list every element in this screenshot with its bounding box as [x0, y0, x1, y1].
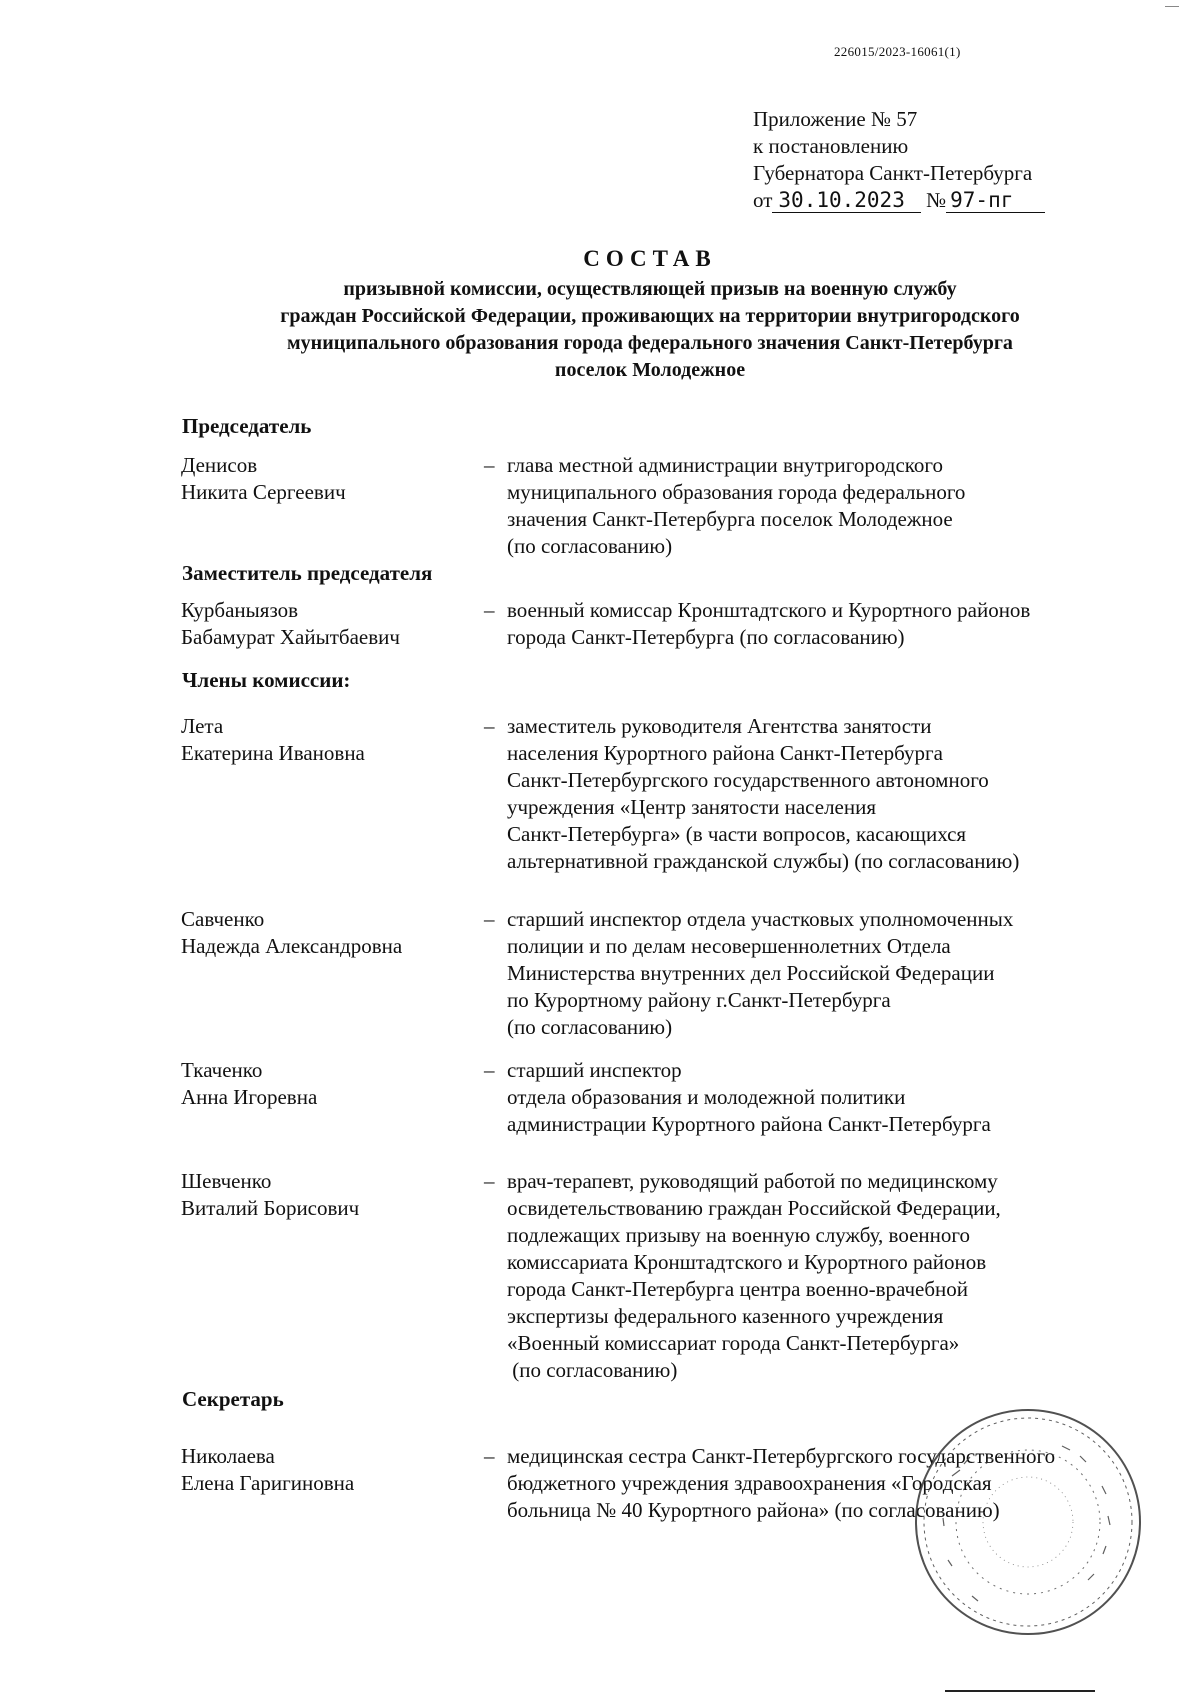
member-role: [507, 1057, 1147, 1138]
role-line: комиссариата Кронштадтского и Курортного районов: [507, 1250, 987, 1274]
role-line: города Санкт-Петербурга (по согласованию): [507, 625, 905, 649]
role-line: города Санкт-Петербурга центра военно-врачебной: [507, 1277, 969, 1301]
section-deputy: Заместитель председателя: [182, 561, 433, 585]
given-names: Надежда Александровна: [181, 934, 403, 958]
role-line: отдела образования и молодежной политики: [507, 1085, 906, 1109]
decree-number: 97-пг: [946, 188, 1045, 213]
member-name: [181, 713, 471, 767]
role-line: военный комиссар Кронштадтского и Курортного районов: [507, 598, 1031, 622]
role-line: населения Курортного района Санкт-Петербурга: [507, 741, 943, 765]
role-line: значения Санкт-Петербурга поселок Молодежное: [507, 507, 953, 531]
role-line: (по согласованию): [507, 1015, 673, 1039]
surname: Лета: [181, 714, 224, 738]
given-names: Никита Сергеевич: [181, 480, 346, 504]
appendix-line-1: Приложение № 57: [753, 107, 918, 131]
subtitle-line-3: муниципального образования города федерального значения Санкт-Петербурга: [287, 332, 1013, 354]
document-title: СОСТАВ: [583, 246, 717, 271]
document-subtitle: [150, 276, 1150, 384]
surname: Савченко: [181, 907, 265, 931]
member-name-deputy: [181, 597, 471, 651]
surname: Курбаныязов: [181, 598, 299, 622]
role-line: освидетельствованию граждан Российской Федерации,: [507, 1196, 1001, 1220]
subtitle-line-4: поселок Молодежное: [554, 359, 746, 381]
dash: –: [484, 1169, 495, 1193]
date-prefix: от: [753, 188, 773, 212]
appendix-date-line: [753, 187, 1045, 214]
given-names: Екатерина Ивановна: [181, 741, 365, 765]
section-members: Члены комиссии:: [182, 668, 351, 692]
member-name: [181, 906, 471, 960]
role-line: глава местной администрации внутригородского: [507, 453, 944, 477]
bottom-rule: [945, 1690, 1095, 1692]
role-line: администрации Курортного района Санкт-Петербурга: [507, 1112, 991, 1136]
corner-mark: [1165, 6, 1179, 7]
role-line: Санкт-Петербурга» (в части вопросов, касающихся: [507, 822, 967, 846]
role-line: подлежащих призыву на военную службу, военного: [507, 1223, 970, 1247]
role-line: старший инспектор: [507, 1058, 682, 1082]
role-line: (по согласованию): [507, 534, 673, 558]
section-chairman: Председатель: [182, 414, 312, 438]
member-name: [181, 1057, 471, 1111]
subtitle-line-1: призывной комиссии, осуществляющей призыв на военную службу: [343, 278, 957, 300]
role-line: Министерства внутренних дел Российской Федерации: [507, 961, 995, 985]
surname: Николаева: [181, 1444, 275, 1468]
dash: –: [484, 453, 495, 477]
member-role: [507, 713, 1147, 875]
role-line: бюджетного учреждения здравоохранения «Городская: [507, 1471, 992, 1495]
dash: –: [484, 907, 495, 931]
role-line: экспертизы федерального казенного учреждения: [507, 1304, 944, 1328]
role-line: Санкт-Петербургского государственного автономного: [507, 768, 989, 792]
member-name: [181, 1168, 471, 1222]
subtitle-line-2: граждан Российской Федерации, проживающих на территории внутригородского: [280, 305, 1020, 327]
dash: –: [484, 1444, 495, 1468]
appendix-line-2: к постановлению: [753, 134, 909, 158]
appendix-line-3: Губернатора Санкт-Петербурга: [753, 161, 1033, 185]
role-line: больница № 40 Курортного района» (по согласованию): [507, 1498, 1000, 1522]
official-stamp: [912, 1406, 1144, 1638]
given-names: Виталий Борисович: [181, 1196, 360, 1220]
role-line: муниципального образования города федерального: [507, 480, 966, 504]
role-line: альтернативной гражданской службы) (по согласованию): [507, 849, 1020, 873]
given-names: Анна Игоревна: [181, 1085, 318, 1109]
section-secretary: Секретарь: [182, 1387, 284, 1411]
role-line: «Военный комиссариат города Санкт-Петербурга»: [507, 1331, 960, 1355]
surname: Денисов: [181, 453, 258, 477]
role-line: врач-терапевт, руководящий работой по медицинскому: [507, 1169, 998, 1193]
role-line: (по согласованию): [507, 1358, 678, 1382]
member-name-chairman: [181, 452, 471, 506]
appendix-block: [753, 106, 1045, 214]
role-line: заместитель руководителя Агентства занятости: [507, 714, 932, 738]
dash: –: [484, 1058, 495, 1082]
decree-date: 30.10.2023: [772, 188, 920, 213]
member-role: [507, 1168, 1147, 1384]
member-role: [507, 906, 1147, 1041]
role-line: учреждения «Центр занятости населения: [507, 795, 877, 819]
given-names: Елена Гаригиновна: [181, 1471, 355, 1495]
member-name-secretary: [181, 1443, 471, 1497]
member-role-chairman: [507, 452, 1147, 560]
number-prefix: №: [926, 188, 947, 212]
dash: –: [484, 714, 495, 738]
role-line: по Курортному району г.Санкт-Петербурга: [507, 988, 891, 1012]
surname: Ткаченко: [181, 1058, 263, 1082]
member-role-deputy: [507, 597, 1147, 651]
given-names: Бабамурат Хайытбаевич: [181, 625, 400, 649]
dash: –: [484, 598, 495, 622]
surname: Шевченко: [181, 1169, 272, 1193]
role-line: медицинская сестра Санкт-Петербургского государственного: [507, 1444, 1056, 1468]
role-line: старший инспектор отдела участковых уполномоченных: [507, 907, 1014, 931]
registration-number: 226015/2023-16061(1): [834, 44, 961, 59]
role-line: полиции и по делам несовершеннолетних Отдела: [507, 934, 951, 958]
